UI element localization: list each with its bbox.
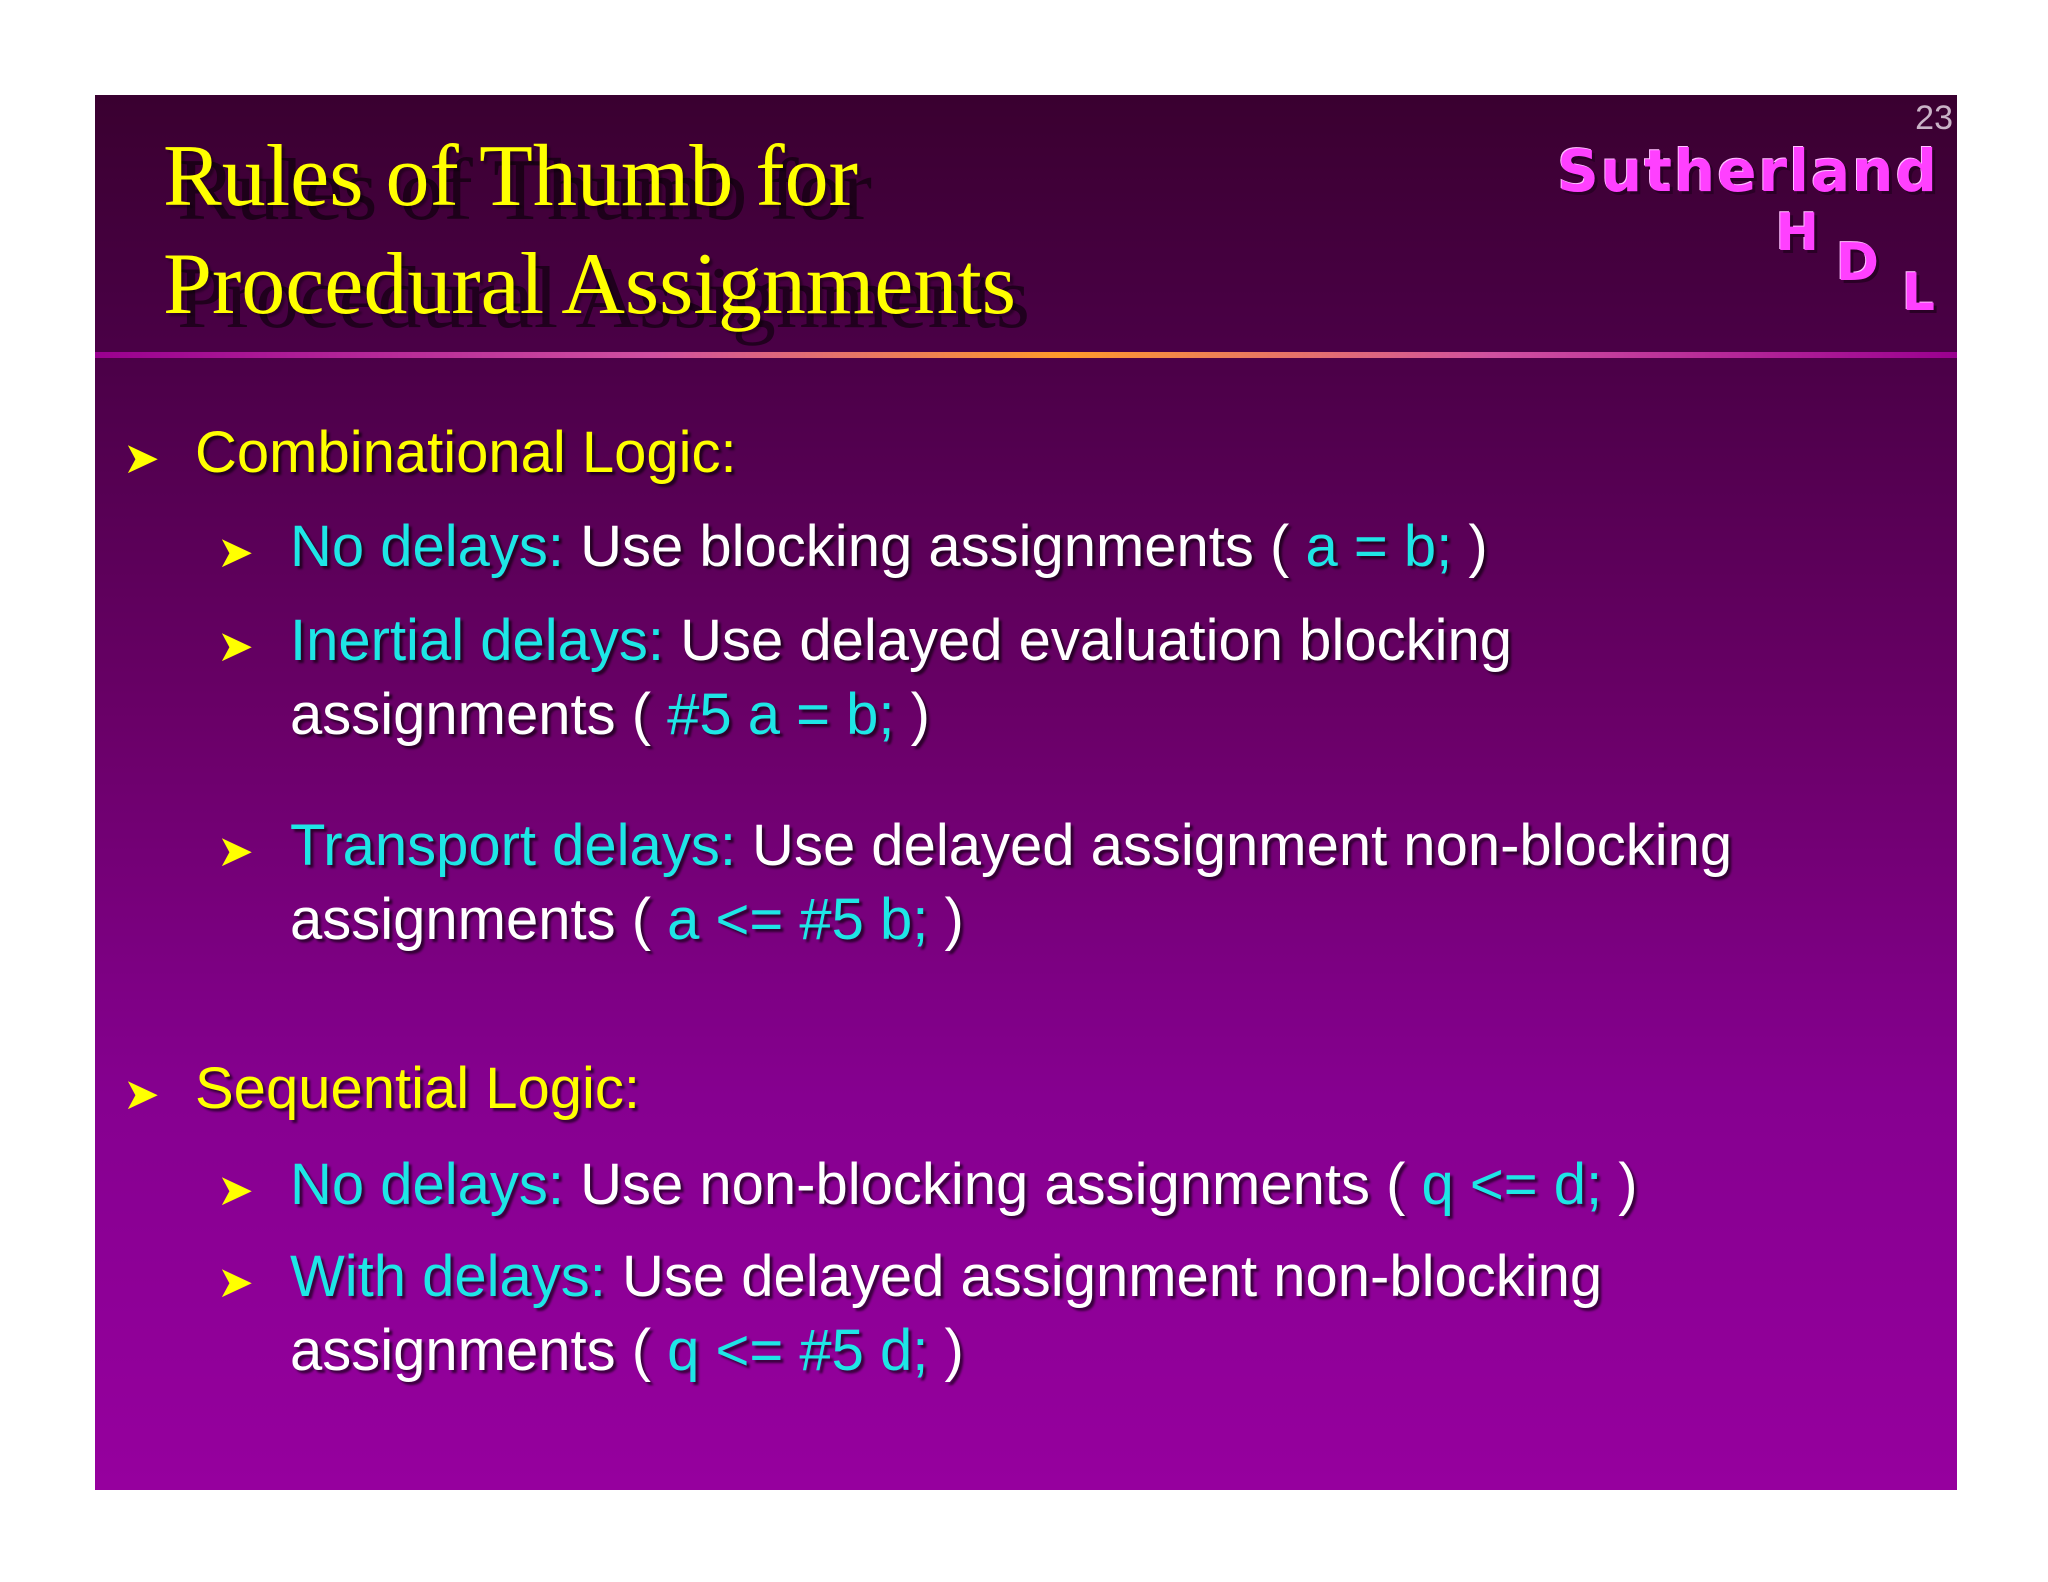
item-label: Transport delays:	[290, 813, 736, 878]
item-label: With delays:	[290, 1244, 606, 1309]
list-item	[290, 1239, 1602, 1315]
bullet-arrow-icon: ➤	[217, 528, 254, 577]
bullet-arrow-icon: ➤	[217, 827, 254, 876]
bullet-arrow-icon: ➤	[123, 1070, 160, 1119]
item-code: #5 a = b;	[667, 682, 895, 747]
slide-body	[95, 95, 1957, 1490]
item-close: )	[928, 1318, 964, 1383]
section-heading-combinational: Combinational Logic:	[195, 420, 737, 485]
item-line2-prefix: assignments (	[290, 1318, 668, 1383]
slide	[95, 95, 1957, 1490]
bullet-arrow-icon: ➤	[217, 1166, 254, 1215]
page-number: 23	[1915, 99, 1953, 137]
list-item-continuation	[290, 882, 964, 958]
bullet-arrow-icon: ➤	[217, 622, 254, 671]
item-label: No delays:	[290, 514, 565, 579]
list-item-continuation	[290, 1313, 964, 1389]
logo-letter-l: L	[1901, 263, 1935, 323]
logo-letter-h: H	[1775, 203, 1819, 263]
logo-letter-d: D	[1835, 233, 1879, 293]
list-item-continuation	[290, 677, 930, 753]
item-close: )	[928, 887, 964, 952]
item-line2-prefix: assignments (	[290, 682, 668, 747]
item-text: Use non-blocking assignments (	[564, 1152, 1422, 1217]
item-close: )	[894, 682, 930, 747]
item-text: Use blocking assignments (	[564, 514, 1306, 579]
item-code: a = b;	[1305, 514, 1453, 579]
logo-word: Sutherland	[1557, 137, 1939, 205]
item-text: Use delayed evaluation blocking	[663, 608, 1512, 673]
list-item	[290, 808, 1732, 884]
title-line-1: Rules of Thumb for	[163, 128, 858, 225]
list-item	[290, 1147, 1638, 1223]
title-line-2: Procedural Assignments	[163, 236, 1017, 333]
item-code: a <= #5 b;	[667, 887, 929, 952]
item-label: Inertial delays:	[290, 608, 664, 673]
section-heading-sequential: Sequential Logic:	[195, 1056, 640, 1121]
list-item	[290, 603, 1512, 679]
item-line2-prefix: assignments (	[290, 887, 668, 952]
item-text: Use delayed assignment non-blocking	[735, 813, 1733, 878]
item-code: q <= d;	[1421, 1152, 1603, 1217]
item-text: Use delayed assignment non-blocking	[605, 1244, 1603, 1309]
bullet-arrow-icon: ➤	[217, 1258, 254, 1307]
item-close: )	[1452, 514, 1488, 579]
item-label: No delays:	[290, 1152, 565, 1217]
bullet-arrow-icon: ➤	[123, 434, 160, 483]
item-close: )	[1602, 1152, 1638, 1217]
item-code: q <= #5 d;	[667, 1318, 929, 1383]
list-item	[290, 509, 1488, 585]
